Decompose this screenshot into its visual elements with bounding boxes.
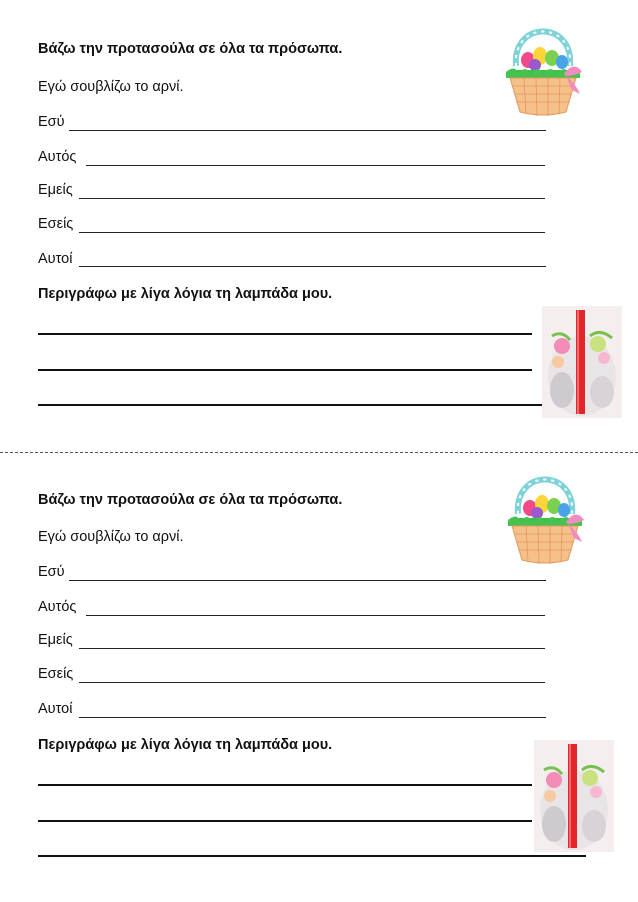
- easter-basket-image: [504, 466, 586, 566]
- pronoun-label: Εσύ: [38, 564, 65, 580]
- easter-candle-image: [534, 740, 614, 852]
- pronoun-row-esy: [38, 564, 65, 580]
- description-line-2[interactable]: [38, 369, 532, 371]
- description-heading: Περιγράφω με λίγα λόγια τη λαμπάδα μου.: [38, 286, 333, 302]
- pronoun-row-aftoi: [38, 701, 72, 717]
- pronoun-row-eseis: [38, 216, 73, 232]
- pronoun-label: Αυτοί: [38, 701, 73, 717]
- answer-blank-aftos[interactable]: [86, 615, 545, 616]
- worksheet-2: [0, 452, 638, 892]
- pronoun-label: Αυτός: [38, 599, 77, 615]
- answer-blank-emeis[interactable]: [79, 648, 545, 649]
- instruction-heading: Βάζω την προτασούλα σε όλα τα πρόσωπα.: [38, 41, 343, 57]
- easter-candle-image: [542, 306, 622, 418]
- pronoun-label: Εσύ: [38, 114, 65, 130]
- pronoun-row-emeis: [38, 182, 73, 198]
- pronoun-row-aftoi: [38, 251, 72, 267]
- pronoun-label: Εσείς: [38, 666, 74, 682]
- pronoun-label: Αυτοί: [38, 251, 73, 267]
- answer-blank-esy[interactable]: [69, 580, 546, 581]
- pronoun-row-emeis: [38, 632, 73, 648]
- pronoun-label: Εμείς: [38, 632, 73, 648]
- pronoun-label: Εσείς: [38, 216, 74, 232]
- answer-blank-eseis[interactable]: [79, 682, 545, 683]
- answer-blank-esy[interactable]: [69, 130, 546, 131]
- description-line-1[interactable]: [38, 784, 532, 786]
- description-line-2[interactable]: [38, 820, 532, 822]
- instruction-heading: Βάζω την προτασούλα σε όλα τα πρόσωπα.: [38, 492, 343, 508]
- example-sentence: Εγώ σουβλίζω το αρνί.: [38, 529, 184, 545]
- answer-blank-aftoi[interactable]: [79, 717, 546, 718]
- description-line-1[interactable]: [38, 333, 532, 335]
- answer-blank-eseis[interactable]: [79, 232, 545, 233]
- example-sentence: Εγώ σουβλίζω το αρνί.: [38, 79, 184, 95]
- pronoun-row-aftos: [38, 599, 76, 615]
- description-line-3[interactable]: [38, 855, 586, 857]
- description-line-3[interactable]: [38, 404, 586, 406]
- pronoun-row-aftos: [38, 149, 76, 165]
- description-heading: Περιγράφω με λίγα λόγια τη λαμπάδα μου.: [38, 737, 333, 753]
- pronoun-row-esy: [38, 114, 65, 130]
- worksheet-1: [0, 0, 638, 440]
- answer-blank-emeis[interactable]: [79, 198, 545, 199]
- easter-basket-image: [502, 18, 584, 118]
- pronoun-label: Αυτός: [38, 149, 77, 165]
- pronoun-row-eseis: [38, 666, 73, 682]
- pronoun-label: Εμείς: [38, 182, 73, 198]
- answer-blank-aftos[interactable]: [86, 165, 545, 166]
- answer-blank-aftoi[interactable]: [79, 266, 546, 267]
